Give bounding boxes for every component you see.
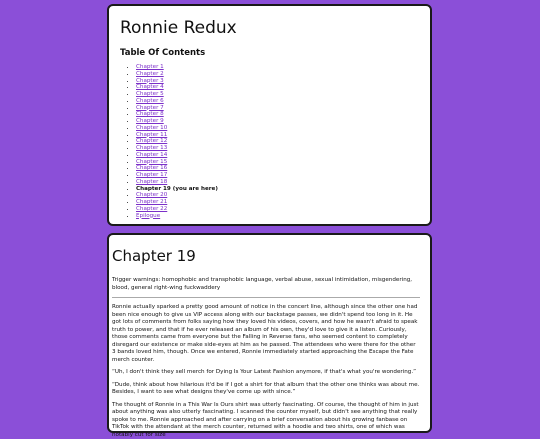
- site-title: Ronnie Redux: [120, 18, 420, 38]
- toc-item: [136, 213, 420, 220]
- chapter-paragraph: The thought of Ronnie in a This War Is Ours shirt was utterly fascinating. Of course, the thought of him in just about anything was also utterly fascinating. I scanned the counter myself, but didn't see anything that really spoke to me. Ronnie approached and after carrying on a brief conversation about his growing fanbase on TikTok with the attendant at the merch counter, returned with a hoodie and two shirts, one of which was notably cut for size: [112, 402, 420, 439]
- toc-link[interactable]: Chapter 6: [136, 98, 164, 104]
- toc-link[interactable]: Chapter 16: [136, 165, 167, 171]
- toc-link[interactable]: Chapter 18: [136, 179, 167, 185]
- toc-item: [136, 71, 420, 78]
- toc-list: [120, 64, 420, 219]
- toc-item: [136, 105, 420, 112]
- toc-link[interactable]: Chapter 7: [136, 105, 164, 111]
- toc-link[interactable]: Chapter 15: [136, 159, 167, 165]
- toc-item: [136, 199, 420, 206]
- toc-item: [136, 64, 420, 71]
- toc-link[interactable]: Chapter 2: [136, 71, 164, 77]
- toc-panel: [107, 4, 432, 226]
- toc-item: [136, 132, 420, 139]
- chapter-paragraph: “Dude, think about how hilarious it'd be if I got a shirt for that album that the other one thinks was about me. Besides, I want to see what designs they've come up with since.”: [112, 382, 420, 397]
- toc-link[interactable]: Chapter 8: [136, 111, 164, 117]
- toc-link[interactable]: Chapter 5: [136, 91, 164, 97]
- chapter-panel: [107, 233, 432, 433]
- toc-item: [136, 78, 420, 85]
- toc-link[interactable]: Chapter 21: [136, 199, 167, 205]
- toc-item: [136, 172, 420, 179]
- content-warning: Trigger warnings: homophobic and transphobic language, verbal abuse, sexual intimidation, misgendering, blood, general right-wing fuckwaddery: [112, 277, 420, 292]
- toc-link[interactable]: Chapter 1: [136, 64, 164, 70]
- toc-item: [136, 84, 420, 91]
- toc-item: [136, 152, 420, 159]
- toc-item: [136, 98, 420, 105]
- divider: [112, 297, 420, 298]
- toc-item: [136, 91, 420, 98]
- toc-link[interactable]: Chapter 11: [136, 132, 167, 138]
- toc-link[interactable]: Chapter 22: [136, 206, 167, 212]
- toc-item: [136, 138, 420, 145]
- toc-item: [136, 206, 420, 213]
- chapter-paragraph: “Uh, I don't think they sell merch for Dying Is Your Latest Fashion anymore, if that's what you're wondering.”: [112, 369, 420, 377]
- toc-link[interactable]: Chapter 20: [136, 192, 167, 198]
- toc-link[interactable]: Chapter 3: [136, 78, 164, 84]
- toc-heading: Table Of Contents: [120, 48, 420, 58]
- toc-item: [136, 111, 420, 118]
- toc-link[interactable]: Chapter 10: [136, 125, 167, 131]
- toc-item: [136, 179, 420, 186]
- toc-link[interactable]: Chapter 17: [136, 172, 167, 178]
- toc-link[interactable]: Chapter 13: [136, 145, 167, 151]
- toc-item: [136, 118, 420, 125]
- toc-link[interactable]: Epilogue: [136, 213, 160, 219]
- chapter-paragraph: Ronnie actually sparked a pretty good amount of notice in the concert line, although since the other one had been nice enough to give us VIP access along with our backstage passes, we didn't spend too long in it. He got lots of comments from folks saying how they loved his videos, covers, and how he wasn't afraid to speak truth to power, and that if he ever released an album of his own, they'd love to give it a listen. Curiously, those comments came from everyone but the Falling in Reverse fans, who seemed content to completely disregard our existence or make side-eyes at him as he passed. The attendees who were there for the other 3 bands loved him, though. Once we entered, Ronnie immediately started approaching the Escape the Fate merch counter.: [112, 304, 420, 364]
- toc-item: • Chapter 19 (you are here): [136, 186, 420, 193]
- chapter-title: Chapter 19: [112, 247, 420, 265]
- toc-link[interactable]: Chapter 14: [136, 152, 167, 158]
- toc-link[interactable]: Chapter 9: [136, 118, 164, 124]
- toc-item: [136, 159, 420, 166]
- toc-link[interactable]: Chapter 4: [136, 84, 164, 90]
- toc-item: [136, 165, 420, 172]
- toc-item: [136, 125, 420, 132]
- toc-item: [136, 145, 420, 152]
- toc-item: [136, 192, 420, 199]
- toc-link[interactable]: Chapter 12: [136, 138, 167, 144]
